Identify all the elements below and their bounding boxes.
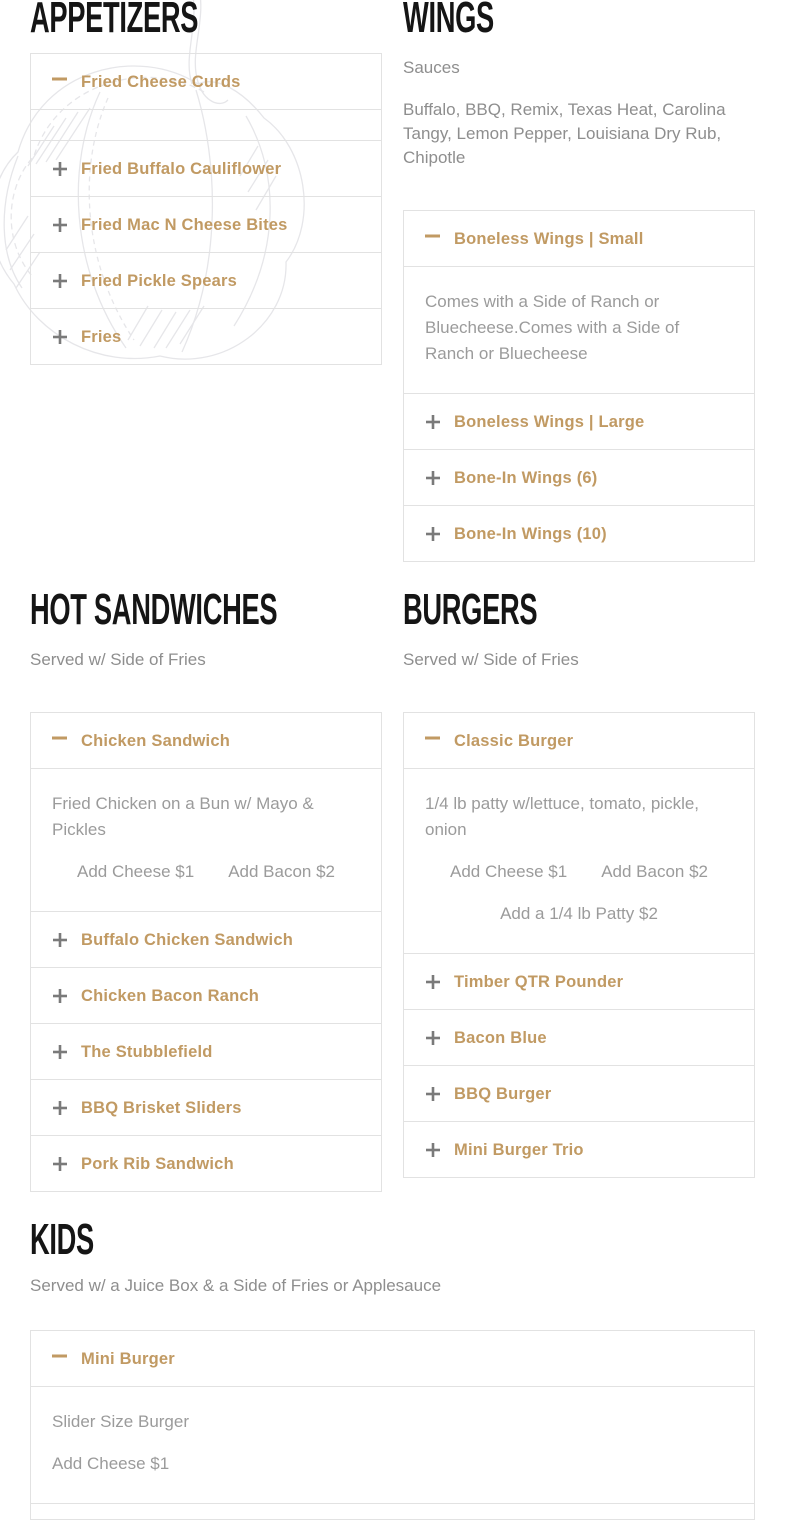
item-description-text: Add Cheese $1: [76, 862, 195, 881]
accordion-item: [31, 141, 381, 197]
accordion-toggle-burgers-1[interactable]: [404, 954, 754, 1009]
accordion-item: [31, 1331, 754, 1504]
plus-icon: [52, 329, 68, 345]
accordion-item: [31, 1080, 381, 1136]
accordion-item-title: Classic Burger: [454, 731, 574, 750]
accordion-item-body: [31, 109, 381, 140]
accordion-item-title: Bacon Blue: [454, 1028, 547, 1047]
accordion-item-title: Buffalo Chicken Sandwich: [81, 930, 293, 949]
plus-icon-wrap: [51, 931, 68, 948]
minus-icon: [51, 732, 68, 749]
section-subtitles: [403, 648, 755, 672]
accordion-item-title: Bone-In Wings (6): [454, 468, 598, 487]
accordion-toggle-wings-1[interactable]: [404, 394, 754, 449]
accordion-item-title: Bone-In Wings (10): [454, 524, 607, 543]
accordion-toggle-hot-sandwiches-0[interactable]: [31, 713, 381, 768]
accordion-toggle-burgers-2[interactable]: [404, 1010, 754, 1065]
accordion-toggle-hot-sandwiches-3[interactable]: [31, 1024, 381, 1079]
plus-icon-wrap: [424, 1029, 441, 1046]
accordion-toggle-hot-sandwiches-2[interactable]: [31, 968, 381, 1023]
item-description-line: [52, 859, 360, 885]
plus-icon: [425, 526, 441, 542]
plus-icon-wrap: [51, 1099, 68, 1116]
section-subtitles: [403, 56, 755, 170]
accordion-item-title: Fries: [81, 327, 122, 346]
item-description-line: [52, 1409, 733, 1435]
accordion-toggle-wings-0[interactable]: [404, 211, 754, 266]
accordion-item-title: Chicken Sandwich: [81, 731, 230, 750]
accordion-item-title: Fried Pickle Spears: [81, 271, 238, 290]
item-description-line: [425, 791, 733, 843]
accordion-item-title: Mini Burger: [81, 1349, 175, 1368]
item-description-text: 1/4 lb patty w/lettuce, tomato, pickle, onion: [425, 794, 704, 839]
accordion-item-title: Boneless Wings | Small: [454, 229, 644, 248]
accordion-toggle-burgers-3[interactable]: [404, 1066, 754, 1121]
accordion-toggle-appetizers-4[interactable]: [31, 309, 381, 364]
accordion-item-body: [31, 1386, 754, 1503]
section-title-text: BURGERS: [403, 585, 538, 634]
accordion-item-title: BBQ Brisket Sliders: [81, 1098, 242, 1117]
menu-section-burgers: [403, 586, 755, 1192]
menu-section-appetizers: [30, 0, 382, 562]
section-subtitles: [30, 1274, 755, 1298]
plus-icon: [52, 161, 68, 177]
section-title-text: WINGS: [403, 0, 494, 42]
plus-icon-wrap: [51, 328, 68, 345]
menu-accordion: [30, 712, 382, 1192]
plus-icon-wrap: [51, 216, 68, 233]
plus-icon: [52, 1100, 68, 1116]
accordion-toggle-wings-2[interactable]: [404, 450, 754, 505]
plus-icon-wrap: [424, 973, 441, 990]
item-description-text: Add a 1/4 lb Patty $2: [500, 904, 658, 923]
accordion-toggle-hot-sandwiches-5[interactable]: [31, 1136, 381, 1191]
item-description-text: Fried Chicken on a Bun w/ Mayo & Pickles: [52, 794, 319, 839]
accordion-toggle-appetizers-0[interactable]: [31, 54, 381, 109]
menu-section-kids: [30, 1216, 755, 1520]
plus-icon: [425, 1086, 441, 1102]
minus-icon: [51, 73, 68, 90]
menu-accordion: [403, 210, 755, 562]
accordion-item: [31, 1136, 381, 1191]
accordion-item-body: [404, 768, 754, 953]
section-subtitle: Served w/ Side of Fries: [403, 650, 579, 669]
section-title-text: APPETIZERS: [30, 0, 199, 42]
plus-icon: [425, 1142, 441, 1158]
plus-icon: [52, 273, 68, 289]
accordion-item: [404, 713, 754, 954]
accordion-item: [404, 1122, 754, 1177]
minus-icon-wrap: [51, 1350, 68, 1367]
section-title-text: KIDS: [30, 1215, 94, 1264]
accordion-toggle-burgers-4[interactable]: [404, 1122, 754, 1177]
section-subtitles: [30, 648, 382, 672]
plus-icon-wrap: [51, 1043, 68, 1060]
section-title: [403, 0, 755, 42]
accordion-item-title: Pork Rib Sandwich: [81, 1154, 234, 1173]
section-title: [30, 586, 382, 634]
plus-icon-wrap: [424, 413, 441, 430]
plus-icon-wrap: [51, 160, 68, 177]
accordion-toggle-hot-sandwiches-1[interactable]: [31, 912, 381, 967]
accordion-item-title: Fried Buffalo Cauliflower: [81, 159, 282, 178]
accordion-toggle-wings-3[interactable]: [404, 506, 754, 561]
item-description-line: [425, 289, 733, 367]
plus-icon-wrap: [424, 525, 441, 542]
accordion-item: [31, 912, 381, 968]
plus-icon: [425, 414, 441, 430]
plus-icon-wrap: [51, 1155, 68, 1172]
minus-icon-wrap: [51, 732, 68, 749]
accordion-item-title: Mini Burger Trio: [454, 1140, 584, 1159]
section-title-text: HOT SANDWICHES: [30, 585, 278, 634]
plus-icon-wrap: [424, 469, 441, 486]
plus-icon-wrap: [51, 987, 68, 1004]
plus-icon: [52, 932, 68, 948]
plus-icon: [52, 217, 68, 233]
item-description-line: [425, 859, 733, 885]
accordion-item: [31, 309, 381, 364]
accordion-item-title: BBQ Burger: [454, 1084, 552, 1103]
accordion-item: [404, 1010, 754, 1066]
accordion-item: [31, 968, 381, 1024]
item-description-text: Add Cheese $1: [449, 862, 568, 881]
plus-icon: [425, 1030, 441, 1046]
accordion-item-title: Fried Cheese Curds: [81, 72, 241, 91]
accordion-item: [404, 506, 754, 561]
menu-section-wings: [403, 0, 755, 562]
section-subtitle: Buffalo, BBQ, Remix, Texas Heat, Carolina Tangy, Lemon Pepper, Louisiana Dry Rub, Chipotle: [403, 100, 726, 167]
plus-icon-wrap: [424, 1085, 441, 1102]
minus-icon: [424, 230, 441, 247]
accordion-item: [31, 1024, 381, 1080]
accordion-item: [31, 54, 381, 141]
accordion-toggle-appetizers-1[interactable]: [31, 141, 381, 196]
accordion-item-title: The Stubblefield: [81, 1042, 213, 1061]
item-description-line: [52, 1451, 733, 1477]
accordion-item-title: Chicken Bacon Ranch: [81, 986, 260, 1005]
accordion-toggle-burgers-0[interactable]: [404, 713, 754, 768]
accordion-item: [404, 954, 754, 1010]
accordion-item-title: Timber QTR Pounder: [454, 972, 624, 991]
minus-icon: [51, 1350, 68, 1367]
item-description-text: Add Bacon $2: [601, 862, 708, 881]
minus-icon-wrap: [424, 230, 441, 247]
section-title: [403, 586, 755, 634]
minus-icon-wrap: [424, 732, 441, 749]
section-subtitle: Sauces: [403, 58, 460, 77]
minus-icon-wrap: [51, 73, 68, 90]
section-title: [30, 1216, 755, 1264]
plus-icon: [425, 974, 441, 990]
accordion-item: [404, 450, 754, 506]
accordion-item-title: Fried Mac N Cheese Bites: [81, 215, 288, 234]
menu-accordion: [30, 1330, 755, 1520]
section-subtitle: Served w/ a Juice Box & a Side of Fries or Applesauce: [30, 1276, 442, 1295]
item-description-text: Slider Size Burger: [52, 1412, 190, 1431]
accordion-item-title: Boneless Wings | Large: [454, 412, 645, 431]
accordion-item: [404, 1066, 754, 1122]
menu-accordion: [403, 712, 755, 1178]
menu-grid: [30, 0, 755, 1520]
section-subtitle: Served w/ Side of Fries: [30, 650, 206, 669]
menu-section-hot-sandwiches: [30, 586, 382, 1192]
accordion-item: [31, 253, 381, 309]
menu-accordion: [30, 53, 382, 365]
accordion-item: [404, 211, 754, 394]
item-description-line: [52, 791, 360, 843]
accordion-toggle-appetizers-2[interactable]: [31, 197, 381, 252]
plus-icon: [52, 1156, 68, 1172]
accordion-item: [31, 197, 381, 253]
accordion-item: [31, 713, 381, 912]
accordion-item-body: [31, 768, 381, 911]
accordion-item: [404, 394, 754, 450]
plus-icon-wrap: [51, 272, 68, 289]
plus-icon-wrap: [424, 1141, 441, 1158]
item-description-text: Add Cheese $1: [52, 1454, 170, 1473]
item-description-text: Add Bacon $2: [228, 862, 335, 881]
item-description-line: [425, 901, 733, 927]
plus-icon: [52, 988, 68, 1004]
accordion-toggle-hot-sandwiches-4[interactable]: [31, 1080, 381, 1135]
accordion-toggle-appetizers-3[interactable]: [31, 253, 381, 308]
minus-icon: [424, 732, 441, 749]
item-description-text: Comes with a Side of Ranch or Bluecheese.Comes with a Side of Ranch or Bluecheese: [425, 292, 684, 363]
accordion-item-body: [404, 266, 754, 393]
section-title: [30, 0, 382, 42]
accordion-item-partial: [31, 1504, 754, 1519]
accordion-toggle-kids-0[interactable]: [31, 1331, 754, 1386]
plus-icon: [52, 1044, 68, 1060]
plus-icon: [425, 470, 441, 486]
